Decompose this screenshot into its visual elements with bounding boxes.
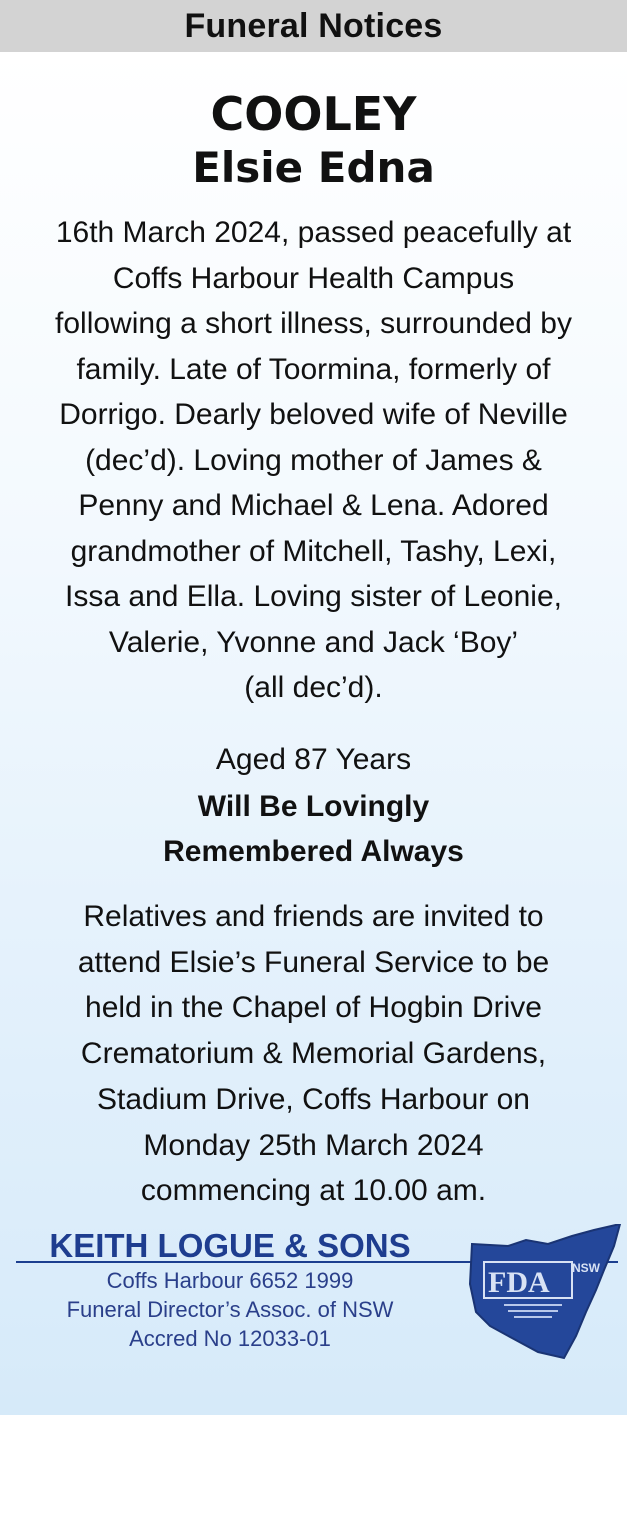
service-line: commencing at 10.00 am.: [140, 1174, 487, 1208]
logo-fda-text: FDA: [488, 1266, 550, 1299]
logo-fine-line: [508, 1310, 558, 1312]
body-line: family. Late of Toormina, formerly of: [76, 352, 551, 386]
service-line: attend Elsie’s Funeral Service to be: [77, 945, 550, 979]
fda-nsw-logo-graphic: [468, 1224, 624, 1360]
notice-body-text: [6, 210, 621, 711]
service-details: [0, 894, 627, 1214]
service-line: Monday 25th March 2024: [143, 1128, 484, 1162]
logo-fine-line: [514, 1316, 552, 1318]
logo-fine-line: [504, 1304, 562, 1306]
notice-panel: [0, 52, 627, 1415]
funeral-director-association: Funeral Director’s Assoc. of NSW: [66, 1297, 394, 1322]
deceased-surname: COOLEY: [210, 87, 417, 141]
body-line: following a short illness, surrounded by: [55, 307, 572, 340]
body-line: Valerie, Yvonne and Jack ‘Boy’: [108, 625, 519, 659]
body-line: grandmother of Mitchell, Tashy, Lexi,: [70, 534, 557, 568]
funeral-director-info: [20, 1226, 440, 1353]
body-line: Issa and Ella. Loving sister of Leonie,: [65, 580, 562, 613]
age-text: Aged 87 Years: [215, 743, 412, 776]
logo-nsw-text: NSW: [572, 1261, 600, 1275]
remembrance-line: Remembered Always: [163, 835, 464, 868]
body-line: Penny and Michael & Lena. Adored: [78, 489, 549, 522]
body-line: Coffs Harbour Health Campus: [112, 261, 515, 295]
funeral-director-name: KEITH LOGUE & SONS: [49, 1227, 411, 1264]
body-line: (all dec’d).: [244, 671, 383, 704]
remembrance-line: Will Be Lovingly: [197, 790, 430, 823]
deceased-given-names: Elsie Edna: [192, 143, 435, 192]
service-line: Relatives and friends are invited to: [83, 900, 544, 933]
fda-nsw-logo-icon: [468, 1224, 624, 1360]
body-line: Dorrigo. Dearly beloved wife of Neville: [59, 398, 568, 431]
service-line: Stadium Drive, Coffs Harbour on: [97, 1082, 530, 1116]
service-line: Crematorium & Memorial Gardens,: [80, 1037, 547, 1071]
section-title: Funeral Notices: [184, 6, 443, 45]
body-line: 16th March 2024, passed peacefully at: [55, 216, 572, 249]
remembrance-text: [0, 784, 627, 874]
section-header: [0, 0, 627, 52]
funeral-director-accreditation: Accred No 12033-01: [129, 1326, 331, 1351]
funeral-director-phone: Coffs Harbour 6652 1999: [106, 1268, 354, 1293]
service-line: held in the Chapel of Hogbin Drive: [85, 991, 542, 1025]
body-line: (dec’d). Loving mother of James &: [85, 443, 542, 477]
